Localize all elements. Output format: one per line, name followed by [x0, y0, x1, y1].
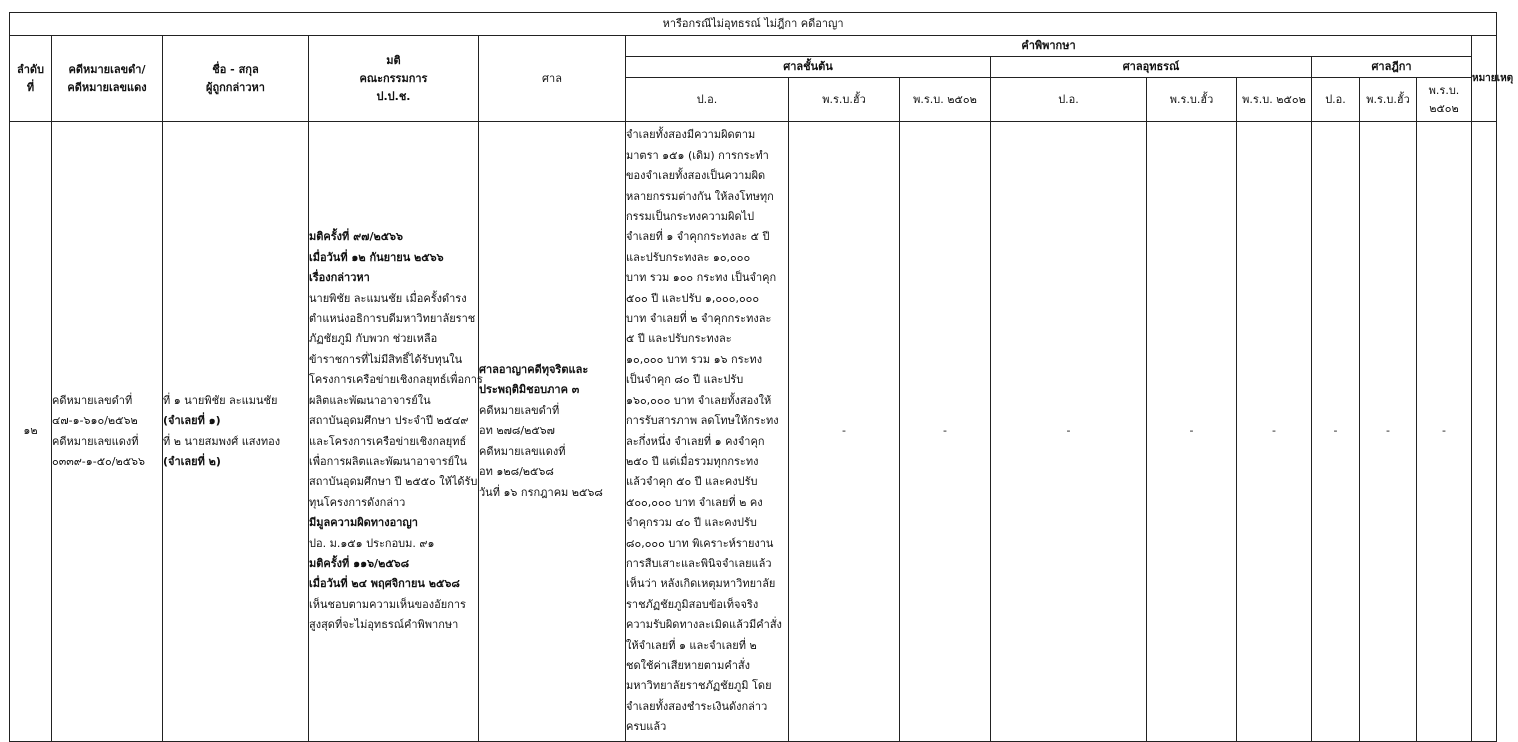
table-caption: หารือกรณีไม่อุทธรณ์ ไม่ฎีกา คดีอาญา [10, 13, 1497, 36]
row-supreme-act-corruption: - [1360, 122, 1417, 742]
case-table [9, 12, 1514, 742]
row-number: ๑๒ [10, 122, 52, 742]
header-judgment: คำพิพากษา [626, 36, 1472, 57]
case-table-sheet [9, 12, 1514, 742]
header-supreme-act-corruption: พ.ร.บ.ฮั้ว [1360, 78, 1417, 122]
header-case-no: คดีหมายเลขดำ/ คดีหมายเลขแดง [52, 36, 163, 122]
row-court: ศาลอาญาคดีทุจริตและ ประพฤติมิชอบภาค ๓ คดีหมายเลขดำที่ อท ๒๗๘/๒๕๖๗ คดีหมายเลขแดงที่ อท ๑๒๘/๒๕๖๘ วันที่ ๑๖ กรกฎาคม ๒๕๖๘ [479, 122, 626, 742]
table-row [10, 122, 1497, 742]
row-appeal-act-2502: - [1237, 122, 1312, 742]
header-no: ลำดับ ที่ [10, 36, 52, 122]
header-court-first: ศาลชั้นต้น [626, 57, 991, 78]
row-remark [1472, 122, 1497, 742]
header-appeal-po: ป.อ. [991, 78, 1147, 122]
row-resolution: มติครั้งที่ ๙๗/๒๕๖๖ เมื่อวันที่ ๑๒ กันยายน ๒๕๖๖ เรื่องกล่าวหา นายพิชัย ละแมนชัย เมื่อครั้งดำรง ตำแหน่งอธิการบดีมหาวิทยาลัยราช ภัฏชัยภูมิ กับพวก ช่วยเหลือ ข้าราชการที่ไม่มีสิทธิ์ได้รับทุนใน โครงการเครือข่ายเชิงกลยุทธ์เพื่อการ ผลิตและพัฒนาอาจารย์ใน สถาบันอุดมศึกษา ประจำปี ๒๕๔๙ และโครงการเครือข่ายเชิงกลยุทธ์ เพื่อการผลิตและพัฒนาอาจารย์ใน สถาบันอุดมศึกษา ปี ๒๕๕๐ ให้ได้รับ ทุนโครงการดังกล่าว มีมูลความผิดทางอาญา ปอ. ม.๑๕๑ ประกอบม. ๙๑ มติครั้งที่ ๑๑๖/๒๕๖๘ เมื่อวันที่ ๒๔ พฤศจิกายน ๒๕๖๘ เห็นชอบตามความเห็นของอัยการ สูงสุดที่จะไม่อุทธรณ์คำพิพากษา [309, 122, 479, 742]
header-appeal-act-corruption: พ.ร.บ.ฮั้ว [1147, 78, 1237, 122]
header-resolution: มติ คณะกรรมการ ป.ป.ช. [309, 36, 479, 122]
header-appeal-act-2502: พ.ร.บ. ๒๕๐๒ [1237, 78, 1312, 122]
row-appeal-po: - [991, 122, 1147, 742]
header-first-act-2502: พ.ร.บ. ๒๕๐๒ [900, 78, 991, 122]
row-defendants: ที่ ๑ นายพิชัย ละแมนชัย (จำเลยที่ ๑) ที่ ๒ นายสมพงศ์ แสงทอง (จำเลยที่ ๒) [163, 122, 309, 742]
row-supreme-act-2502: - [1417, 122, 1472, 742]
header-court-appeal: ศาลอุทธรณ์ [991, 57, 1312, 78]
header-supreme-po: ป.อ. [1312, 78, 1360, 122]
header-court: ศาล [479, 36, 626, 122]
header-court-supreme: ศาลฎีกา [1312, 57, 1472, 78]
row-first-act-corruption: - [789, 122, 900, 742]
row-judgment-first-po: จำเลยทั้งสองมีความผิดตาม มาตรา ๑๕๑ (เดิม) การกระทำ ของจำเลยทั้งสองเป็นความผิด หลายกรรมต่างกัน ให้ลงโทษทุก กรรมเป็นกระทงความผิดไป จำเลยที่ ๑ จำคุกกระทงละ ๕ ปี และปรับกระทงละ ๑๐,๐๐๐ บาท รวม ๑๐๐ กระทง เป็นจำคุก ๕๐๐ ปี และปรับ ๑,๐๐๐,๐๐๐ บาท จำเลยที่ ๒ จำคุกกระทงละ ๕ ปี และปรับกระทงละ ๑๐,๐๐๐ บาท รวม ๑๖ กระทง เป็นจำคุก ๘๐ ปี และปรับ ๑๖๐,๐๐๐ บาท จำเลยทั้งสองให้ การรับสารภาพ ลดโทษให้กระทง ละกึ่งหนึ่ง จำเลยที่ ๑ คงจำคุก ๒๕๐ ปี แต่เมื่อรวมทุกกระทง แล้วจำคุก ๕๐ ปี และคงปรับ ๕๐๐,๐๐๐ บาท จำเลยที่ ๒ คง จำคุกรวม ๔๐ ปี และคงปรับ ๘๐,๐๐๐ บาท พิเคราะห์รายงาน การสืบเสาะและพินิจจำเลยแล้ว เห็นว่า หลังเกิดเหตุมหาวิทยาลัย ราชภัฏชัยภูมิสอบข้อเท็จจริง ความรับผิดทางละเมิดแล้วมีคำสั่ง ให้จำเลยที่ ๑ และจำเลยที่ ๒ ชดใช้ค่าเสียหายตามคำสั่ง มหาวิทยาลัยราชภัฏชัยภูมิ โดย จำเลยทั้งสองชำระเงินดังกล่าว ครบแล้ว [626, 122, 789, 742]
header-first-po: ป.อ. [626, 78, 789, 122]
header-first-act-corruption: พ.ร.บ.ฮั้ว [789, 78, 900, 122]
header-supreme-act-2502: พ.ร.บ. ๒๕๐๒ [1417, 78, 1472, 122]
row-supreme-po: - [1312, 122, 1360, 742]
row-appeal-act-corruption: - [1147, 122, 1237, 742]
row-case-numbers: คดีหมายเลขดำที่ ๔๗-๑-๖๑๐/๒๕๖๒ คดีหมายเลขแดงที่ ๐๓๓๙-๑-๕๐/๒๕๖๖ [52, 122, 163, 742]
header-defendant-name: ชื่อ - สกุล ผู้ถูกกล่าวหา [163, 36, 309, 122]
row-first-act-2502: - [900, 122, 991, 742]
header-remark: หมายเหตุ [1472, 36, 1497, 122]
